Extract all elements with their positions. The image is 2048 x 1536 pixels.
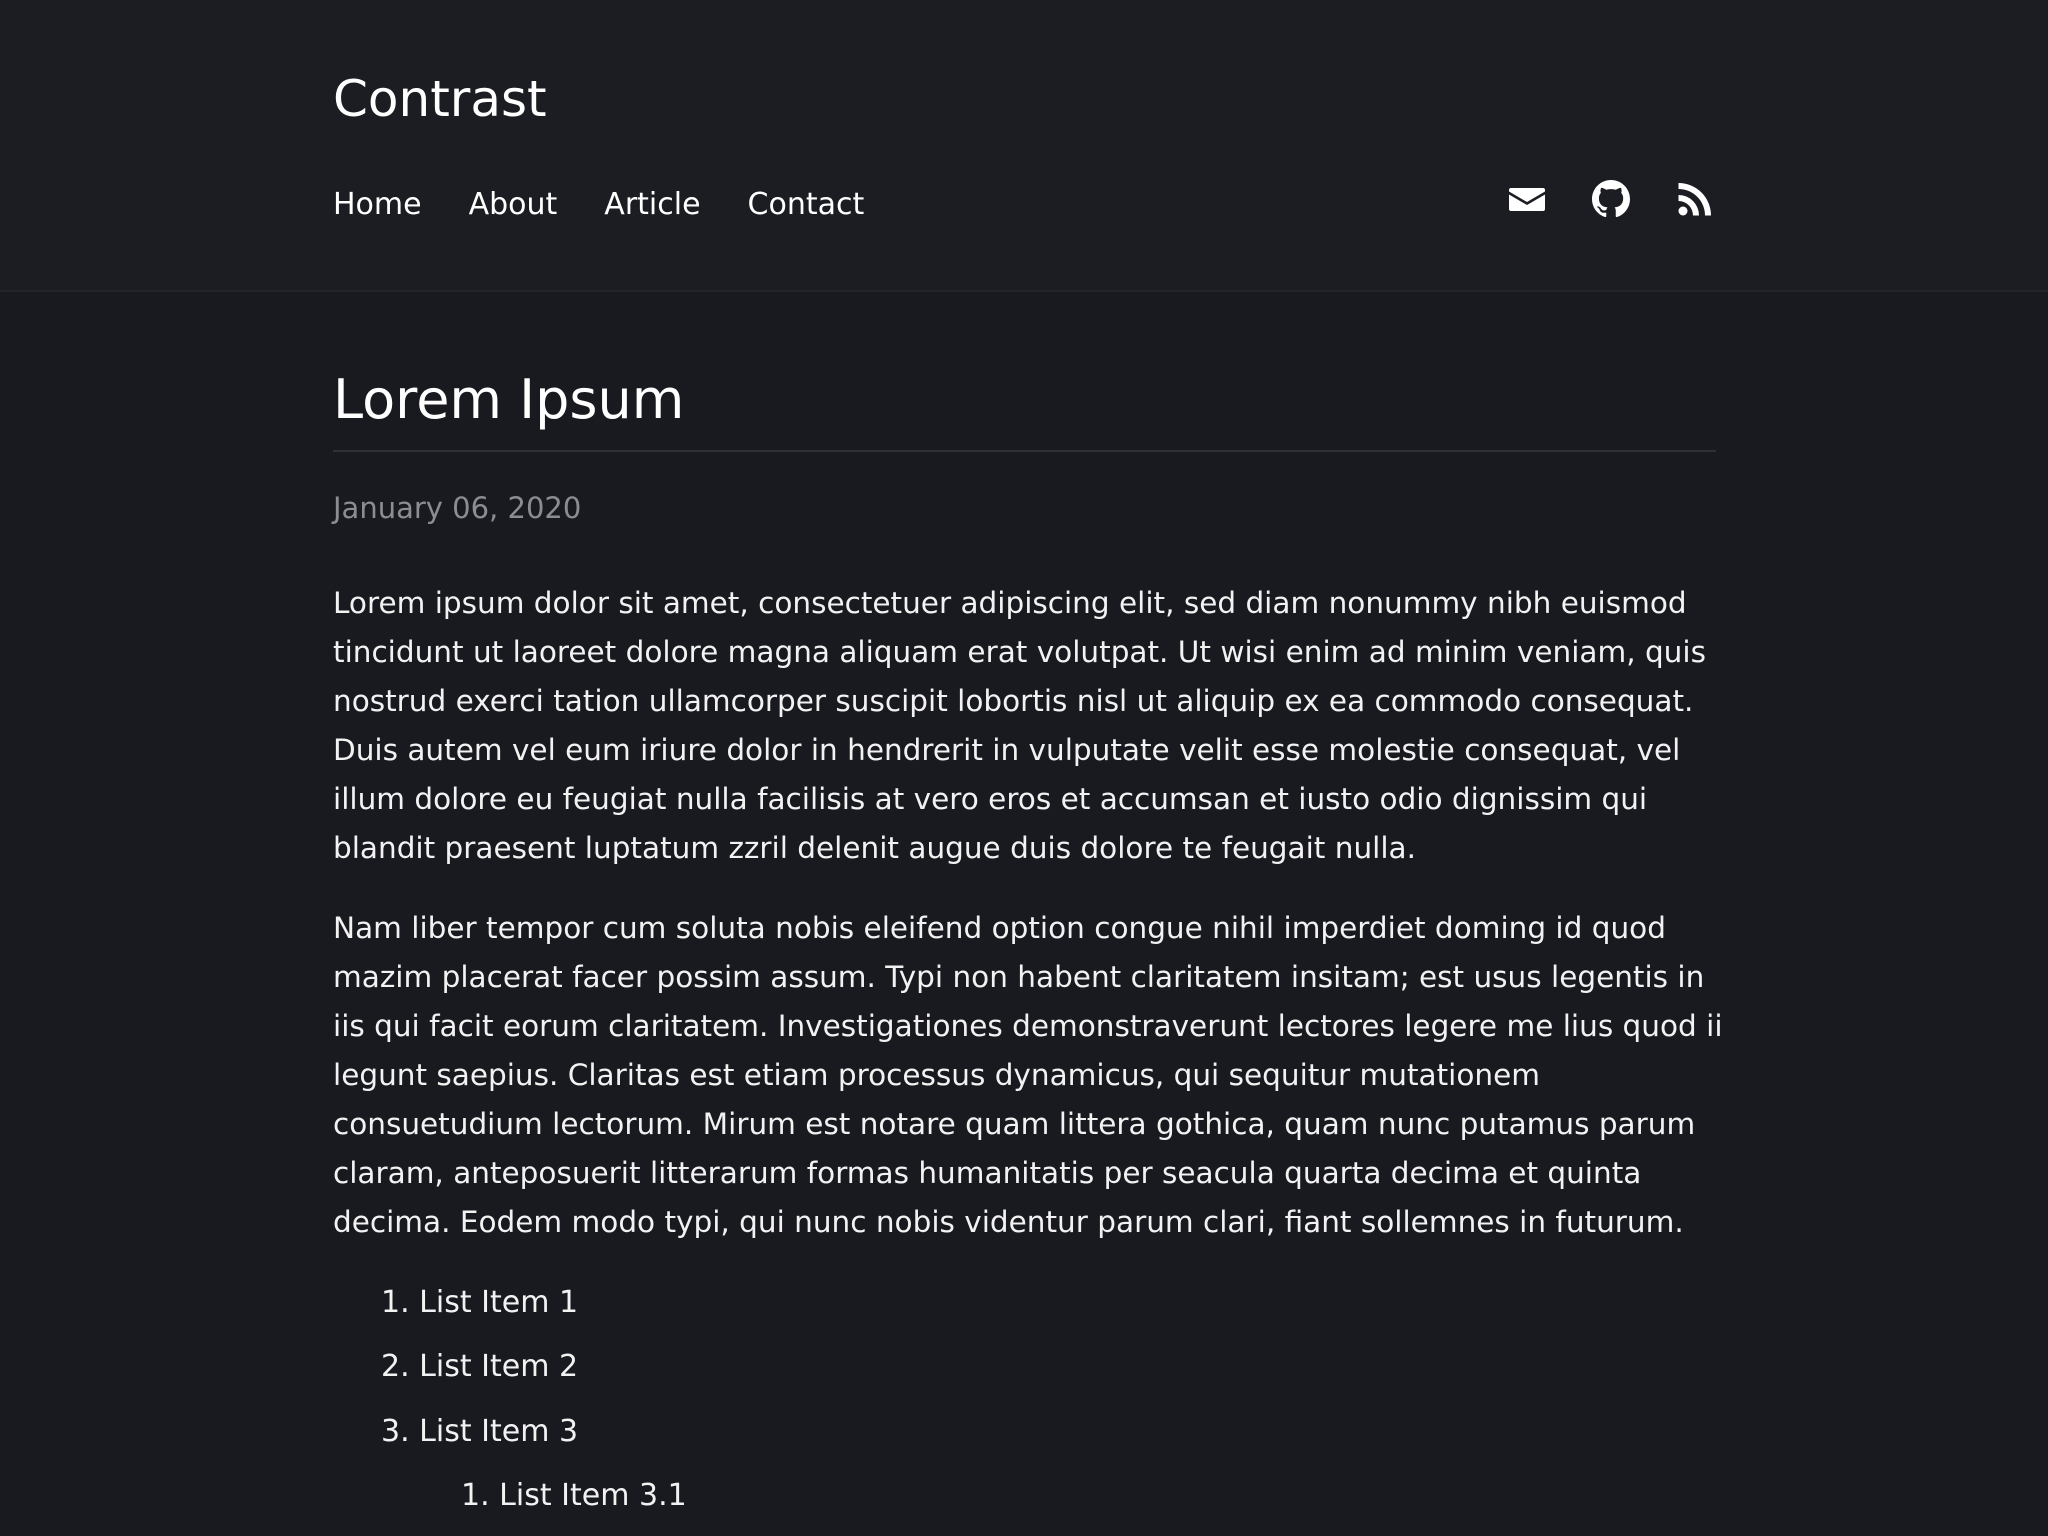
- list-item-number: 1.: [381, 1285, 410, 1320]
- sublist-item: [461, 1471, 687, 1521]
- list-item: [381, 1342, 578, 1392]
- post-date: January 06, 2020: [333, 491, 582, 525]
- list-item-text: List Item 3.1: [499, 1478, 687, 1513]
- list-item-number: 2.: [381, 1349, 410, 1384]
- list-item-text: List Item 3: [419, 1414, 579, 1449]
- list-item-text: List Item 1: [419, 1285, 579, 1320]
- list-item: [381, 1407, 578, 1457]
- nav-about-link[interactable]: About: [468, 187, 558, 222]
- site-header: [0, 0, 2048, 292]
- post-paragraph: Lorem ipsum dolor sit amet, consectetuer adipiscing elit, sed diam nonummy nibh euismod tincidunt ut laoreet dolore magna aliquam erat volutpat. Ut wisi enim ad minim veniam, quis nostrud exerci tation ullamcorper suscipit lobortis nisl ut aliquip ex ea commodo consequat. Duis autem vel eum iriure dolor in hendrerit in vulputate velit esse molestie consequat, vel illum dolore eu feugiat nulla facilisis at vero eros et accumsan et iusto odio dignissim qui blandit praesent luptatum zzril delenit augue duis dolore te feugait nulla.: [333, 586, 1706, 865]
- title-divider: [333, 450, 1716, 452]
- main-nav: [333, 180, 864, 230]
- github-icon[interactable]: [1592, 180, 1630, 218]
- list-item-text: List Item 2: [419, 1349, 579, 1384]
- envelope-icon[interactable]: [1508, 180, 1546, 218]
- list-item-number: 3.: [381, 1414, 410, 1449]
- list-item-number: 1.: [461, 1478, 490, 1513]
- site-title-link[interactable]: Contrast: [333, 70, 547, 128]
- rss-icon[interactable]: [1676, 180, 1714, 218]
- nav-home-link[interactable]: Home: [333, 187, 422, 222]
- list-item: [381, 1278, 578, 1328]
- nav-contact-link[interactable]: Contact: [747, 187, 865, 222]
- social-links: [1508, 180, 1714, 220]
- post-paragraph: Nam liber tempor cum soluta nobis eleifend option congue nihil imperdiet doming id quod mazim placerat facer possim assum. Typi non habent claritatem insitam; est usus legentis in iis qui facit eorum claritatem. Investigationes demonstraverunt lectores legere me lius quod ii legunt saepius. Claritas est etiam processus dynamicus, qui sequitur mutationem consuetudium lectorum. Mirum est notare quam littera gothica, quam nunc putamus parum claram, anteposuerit litterarum formas humanitatis per seacula quarta decima et quinta decima. Eodem modo typi, qui nunc nobis videntur parum clari, fiant sollemnes in futurum.: [333, 911, 1723, 1239]
- nav-article-link[interactable]: Article: [604, 187, 701, 222]
- post-title: Lorem Ipsum: [333, 368, 685, 431]
